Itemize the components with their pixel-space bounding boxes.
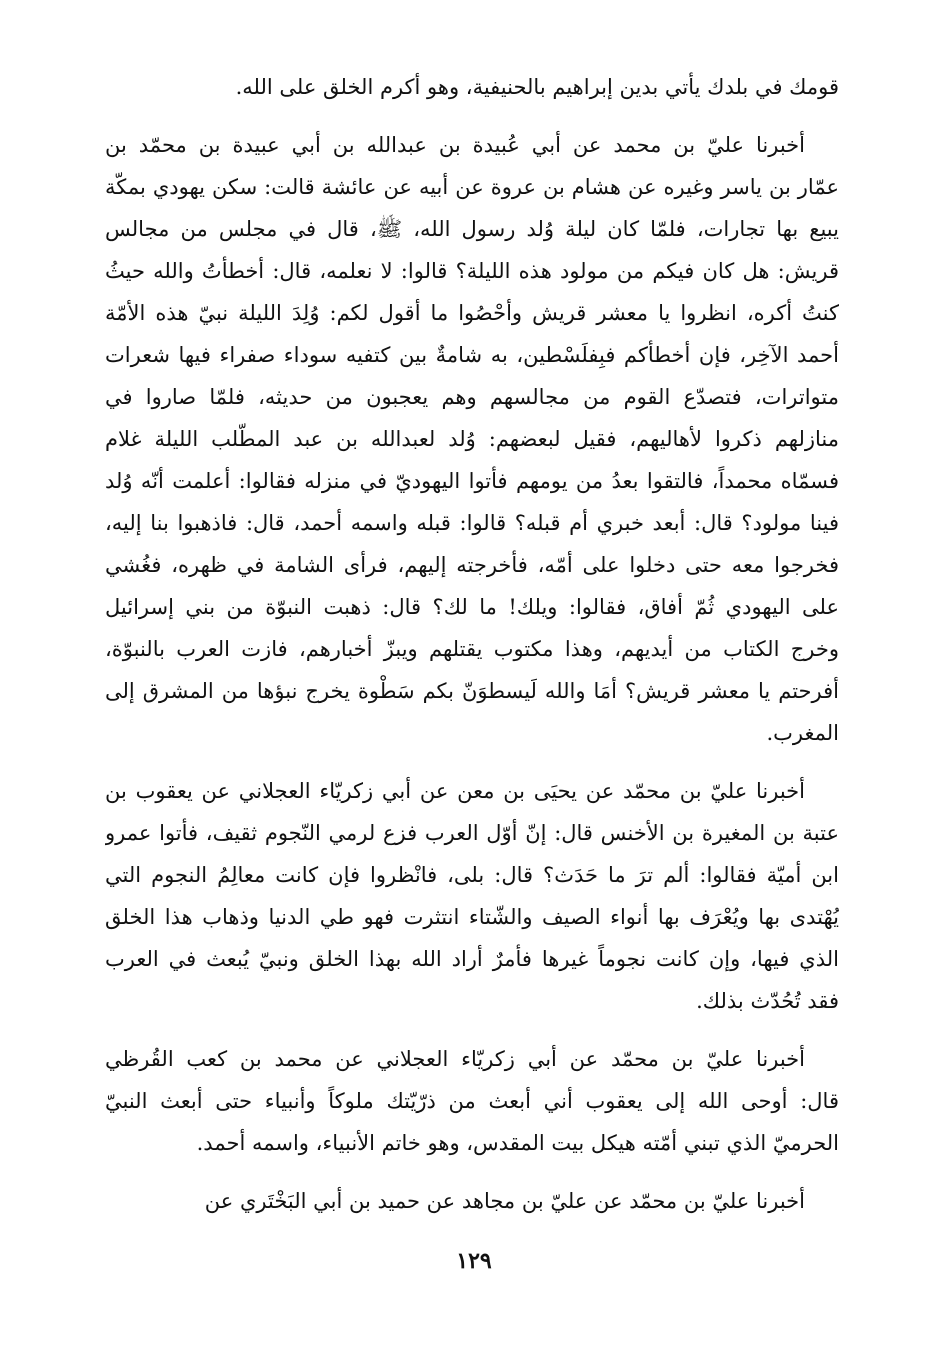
text-line: على اليهودي ثُمّ أفاق، فقالوا: ويلك! ما لك؟ قال: ذهبت النبوّة من بني إسرائيل (105, 595, 839, 619)
text-line: أخبرنا عليّ بن محمّد عن عليّ بن مجاهد عن حميد بن أبي البَخْتَري عن (204, 1189, 805, 1213)
text-line: وخرج الكتاب من أيديهم، وهذا مكتوب يقتلهم ويبزّ أخبارهم، فازت العرب بالنبوّة، (105, 637, 839, 661)
paragraph (105, 66, 839, 108)
text-line: كنتُ أكره، انظروا يا معشر قريش وأحْصُوا ما أقول لكم: وُلِدَ الليلة نبيّ هذه الأمّة (105, 301, 839, 325)
text-line: متواترات، فتصدّع القوم من مجالسهم وهم يعجبون من حديثه، فلمّا صاروا في (105, 385, 839, 409)
text-line: عتبة بن المغيرة بن الأخنس قال: إنّ أوّل العرب فزع لرمي النّجوم ثقيف، فأتوا عمرو (105, 821, 839, 845)
text-line: فسمّاه محمداً، فالتقوا بعدُ من يومهم فأتوا اليهوديّ في منزله فقالوا: أعلمت أنّه وُلد (105, 469, 839, 493)
paragraph (105, 124, 839, 754)
paragraph (105, 1038, 839, 1164)
text-line: المغرب. (766, 721, 839, 745)
text-line: أخبرنا عليّ بن محمّد عن أبي زكريّاء العجلاني عن محمد بن كعب القُرظي (105, 1047, 805, 1071)
text-line: أخبرنا عليّ بن محمّد عن يحيَى بن معن عن أبي زكريّاء العجلاني عن يعقوب بن (105, 779, 805, 803)
text-line: الحرميّ الذي تبني أمّته هيكل بيت المقدس، وهو خاتم الأنبياء، واسمه أحمد. (196, 1131, 839, 1155)
text-line: أفرحتم يا معشر قريش؟ أمَا والله لَيسطوَنّ بكم سَطْوة يخرج نبؤها من المشرق إلى (105, 679, 839, 703)
text-line: منازلهم ذكروا لأهاليهم، فقيل لبعضهم: وُلد لعبدالله بن عبد المطّلب الليلة غلام (105, 427, 839, 451)
paragraph (105, 1180, 839, 1222)
text-line: يُهْتدى بها ويُعْرَف بها أنواء الصيف والشّتاء انتثرت فهو طي الدنيا وذهاب هذا الخلق (105, 905, 839, 929)
text-line: أخبرنا عليّ بن محمد عن أبي عُبيدة بن عبدالله بن أبي عبيدة بن محمّد بن (105, 133, 805, 157)
text-line: يبيع بها تجارات، فلمّا كان ليلة وُلد رسول الله، ﷺ، قال في مجلس من مجالس (105, 217, 839, 241)
text-line: عمّار بن ياسر وغيره عن هشام بن عروة عن أبيه عن عائشة قالت: سكن يهودي بمكّة (105, 175, 839, 199)
text-line: أحمد الآخِر، فإن أخطأكم فبِفلَسْطين، به شامةٌ بين كتفيه سوداء صفراء فيها شعرات (105, 343, 839, 367)
page-number: ١٢٩ (456, 1248, 492, 1274)
text-line: فقد تُحُدّث بذلك. (696, 989, 839, 1013)
text-line: ابن أميّة فقالوا: ألم ترَ ما حَدَث؟ قال: بلى، فانْظروا فإن كانت معالِمُ النجوم التي (105, 863, 839, 887)
text-line: قال: أوحى الله إلى يعقوب أني أبعث من ذرّيّتك ملوكاً وأنبياء حتى أبعث النبيّ (105, 1089, 839, 1113)
text-line: فينا مولود؟ قال: أبعد خبري أم قبله؟ قالوا: قبله واسمه أحمد، قال: فاذهبوا بنا إليه، (105, 511, 839, 535)
page-body (105, 66, 839, 1238)
text-line: فخرجوا معه حتى دخلوا على أمّه، فأخرجته إليهم، فرأى الشامة في ظهره، فغُشي (105, 553, 839, 577)
text-line: قومك في بلدك يأتي بدين إبراهيم بالحنيفية، وهو أكرم الخلق على الله. (235, 75, 839, 99)
paragraph (105, 770, 839, 1022)
text-line: الذي فيها، وإن كانت نجوماً غيرها فأمرٌ أراد الله بهذا الخلق ونبيّ يُبعث في العرب (105, 947, 839, 971)
text-line: قريش: هل كان فيكم من مولود هذه الليلة؟ قالوا: لا نعلمه، قال: أخطأتُ والله حيثُ (105, 259, 839, 283)
